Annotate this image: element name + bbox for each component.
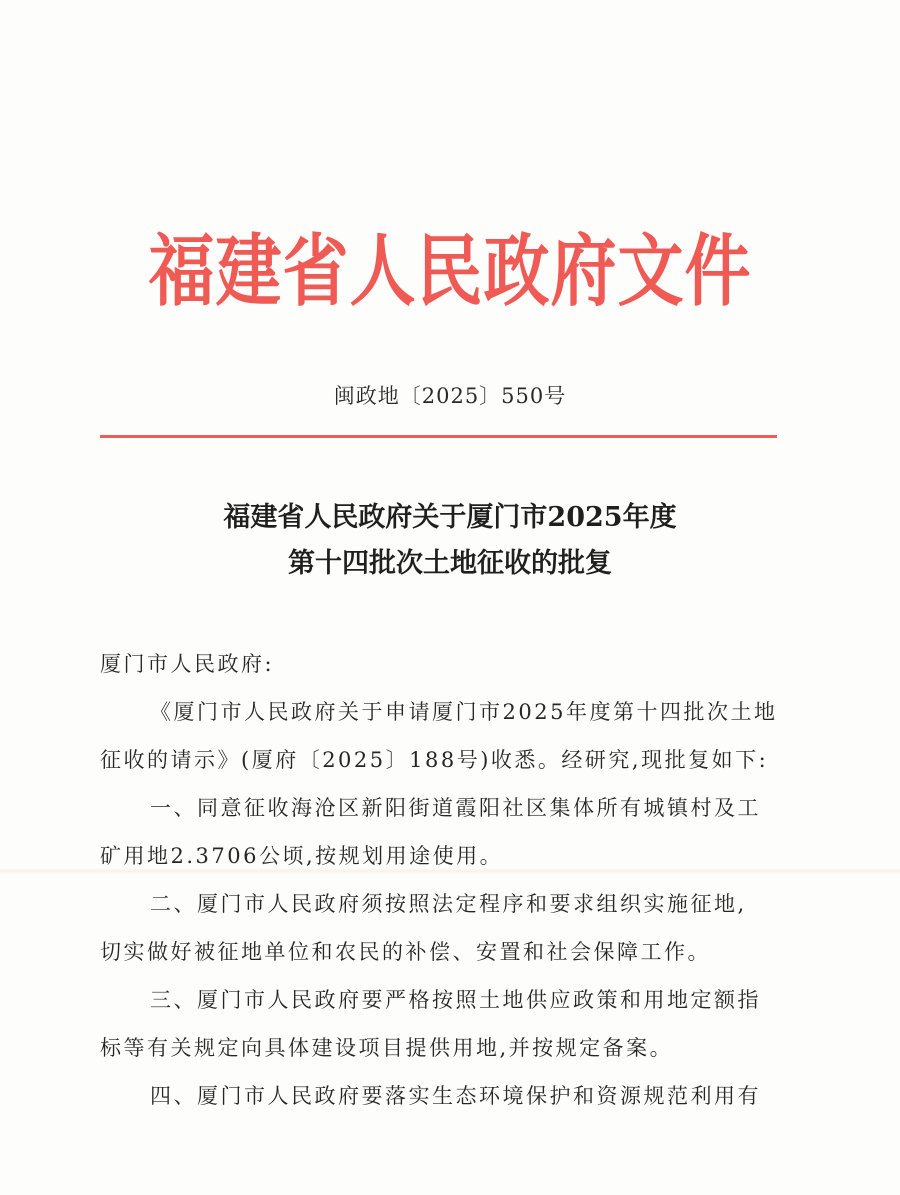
body-line: 四、厦门市人民政府要落实生态环境保护和资源规范利用有 [150, 1084, 761, 1108]
document-subject [0, 495, 900, 587]
body-line: 矿用地2.3706公顷,按规划用途使用。 [100, 844, 504, 868]
red-divider-line [100, 435, 777, 438]
body-line: 《厦门市人民政府关于申请厦门市2025年度第十四批次土地 [150, 700, 778, 724]
subject-line-1: 福建省人民政府关于厦门市2025年度 [223, 502, 677, 533]
body-line: 切实做好被征地单位和农民的补偿、安置和社会保障工作。 [100, 940, 711, 964]
body-line: 标等有关规定向具体建设项目提供用地,并按规定备案。 [100, 1036, 674, 1060]
document-number: 闽政地〔2025〕550号 [333, 384, 567, 408]
body-line: 三、厦门市人民政府要严格按照土地供应政策和用地定额指 [150, 988, 761, 1012]
letterhead-title: 福建省人民政府文件 [148, 224, 752, 317]
subject-line-2: 第十四批次土地征收的批复 [288, 548, 612, 579]
body-line: 二、厦门市人民政府须按照法定程序和要求组织实施征地, [150, 892, 747, 916]
document-body [100, 640, 800, 1120]
body-line: 一、同意征收海沧区新阳街道霞阳社区集体所有城镇村及工 [150, 796, 761, 820]
salutation: 厦门市人民政府: [100, 652, 275, 676]
body-line: 征收的请示》(厦府〔2025〕188号)收悉。经研究,现批复如下: [100, 748, 769, 772]
